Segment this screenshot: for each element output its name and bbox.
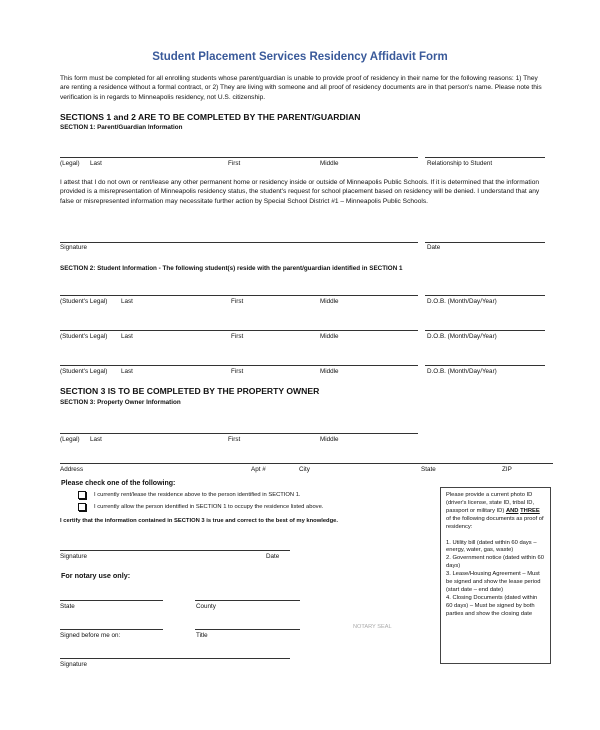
middle-label: Middle	[320, 160, 339, 167]
apt-label: Apt #	[251, 466, 266, 473]
signed-before-label: Signed before me on:	[60, 632, 121, 639]
box-and: AND	[505, 507, 519, 514]
signature-label: Signature	[60, 244, 87, 251]
attest-paragraph: I attest that I do not own or rent/lease any other permanent home or residency inside or outside of Minneapolis Public Schools. If it is determined that the information provided is a misrepresentation of Minneapolis residency status, the student's request for school placement based on residency will be denied. I understand that any false or misrepresented information may necessitate further action by Special School District #1 – Minneapolis Public Schools.	[60, 179, 540, 205]
first-label: First	[228, 436, 241, 443]
notary-county-label: County	[196, 603, 216, 610]
legal-label: (Legal)	[60, 160, 80, 167]
notary-county-line[interactable]	[195, 600, 300, 601]
last-label: Last	[90, 436, 102, 443]
form-title: Student Placement Services Residency Affidavit Form	[152, 51, 448, 63]
box-intro: Please provide a current photo ID (driver's license, state ID, tribal ID, passport or military ID)	[446, 492, 535, 514]
relationship-label: Relationship to Student	[427, 160, 493, 167]
dob-label: D.O.B. (Month/Day/Year)	[427, 298, 497, 305]
first-label: First	[231, 368, 244, 375]
first-label: First	[231, 333, 244, 340]
date-label: Date	[427, 244, 441, 251]
first-label: First	[228, 160, 241, 167]
student-2-name-line[interactable]	[60, 330, 418, 331]
last-label: Last	[121, 333, 133, 340]
dob-label: D.O.B. (Month/Day/Year)	[427, 333, 497, 340]
sections-1-2-header: SECTIONS 1 and 2 ARE TO BE COMPLETED BY THE PARENT/GUARDIAN	[60, 112, 361, 122]
state-label: State	[421, 466, 436, 473]
parent-date-line[interactable]	[425, 242, 545, 243]
student-3-dob-line[interactable]	[425, 365, 545, 366]
notary-signature-line[interactable]	[60, 658, 290, 659]
address-label: Address	[60, 466, 84, 473]
rent-lease-checkbox[interactable]	[78, 491, 86, 499]
box-three: THREE	[520, 507, 540, 514]
student-3-name-line[interactable]	[60, 365, 418, 366]
document-item: 1. Utility bill (dated within 60 days – energy, water, gas, waste)	[446, 539, 537, 554]
box-intro-end: of the following documents as proof of residency:	[446, 515, 544, 530]
student-legal-label: (Student's Legal)	[60, 368, 108, 375]
document-item: 4. Closing Documents (dated within 60 days) – Must be signed by both parties and show the closing date	[446, 594, 538, 617]
parent-signature-line[interactable]	[60, 242, 418, 243]
allow-occupy-checkbox[interactable]	[78, 503, 86, 511]
middle-label: Middle	[320, 298, 339, 305]
section-3-header: SECTION 3 IS TO BE COMPLETED BY THE PROPERTY OWNER	[60, 386, 320, 396]
signature-label: Signature	[60, 553, 87, 560]
student-1-name-line[interactable]	[60, 295, 418, 296]
notary-title-label: Title	[196, 632, 208, 639]
section-1-label: SECTION 1: Parent/Guardian Information	[60, 124, 183, 131]
document-item: 3. Lease/Housing Agreement – Must be signed and show the lease period (start date – end date)	[446, 571, 541, 593]
middle-label: Middle	[320, 333, 339, 340]
notary-signature-label: Signature	[60, 661, 87, 668]
last-label: Last	[121, 368, 133, 375]
zip-label: ZIP	[502, 466, 512, 473]
documents-requirements-box	[440, 487, 551, 664]
middle-label: Middle	[320, 368, 339, 375]
signed-before-line[interactable]	[60, 629, 163, 630]
section-3-label: SECTION 3: Property Owner Information	[60, 399, 181, 406]
owner-name-line[interactable]	[60, 433, 418, 434]
middle-label: Middle	[320, 436, 339, 443]
intro-paragraph: This form must be completed for all enrolling students whose parent/guardian is unable to provide proof of residency in their name for the following reasons: 1) They are renting a residence without a formal contract, or 2) They are living with someone and all proof of residency documents are in that person's name. Please note this verification is in regards to Minneapolis residency, not U.S. citizenship.	[60, 75, 542, 101]
notary-state-label: State	[60, 603, 75, 610]
legal-label: (Legal)	[60, 436, 80, 443]
relationship-line[interactable]	[425, 157, 545, 158]
document-item: 2. Government notice (dated within 60 days)	[446, 555, 544, 570]
owner-address-line[interactable]	[60, 463, 553, 464]
student-legal-label: (Student's Legal)	[60, 333, 108, 340]
city-label: City	[299, 466, 310, 473]
last-label: Last	[90, 160, 102, 167]
allow-occupy-option: I currently allow the person identified in SECTION 1 to occupy the residence listed above.	[94, 504, 324, 510]
rent-lease-option: I currently rent/lease the residence above to the person identified in SECTION 1.	[94, 492, 301, 498]
notary-seal-placeholder: NOTARY SEAL	[353, 624, 392, 630]
check-prompt: Please check one of the following:	[61, 480, 176, 487]
owner-signature-line[interactable]	[60, 550, 290, 551]
parent-name-line[interactable]	[60, 157, 418, 158]
certify-statement: I certify that the information contained in SECTION 3 is true and correct to the best of my knowledge.	[60, 518, 338, 524]
section-2-label: SECTION 2: Student Information - The following student(s) reside with the parent/guardian identified in SECTION 1	[60, 265, 403, 272]
notary-state-line[interactable]	[60, 600, 163, 601]
notary-label: For notary use only:	[61, 571, 131, 580]
dob-label: D.O.B. (Month/Day/Year)	[427, 368, 497, 375]
student-legal-label: (Student's Legal)	[60, 298, 108, 305]
student-1-dob-line[interactable]	[425, 295, 545, 296]
first-label: First	[231, 298, 244, 305]
last-label: Last	[121, 298, 133, 305]
notary-title-line[interactable]	[195, 629, 300, 630]
student-2-dob-line[interactable]	[425, 330, 545, 331]
date-label: Date	[266, 553, 280, 560]
